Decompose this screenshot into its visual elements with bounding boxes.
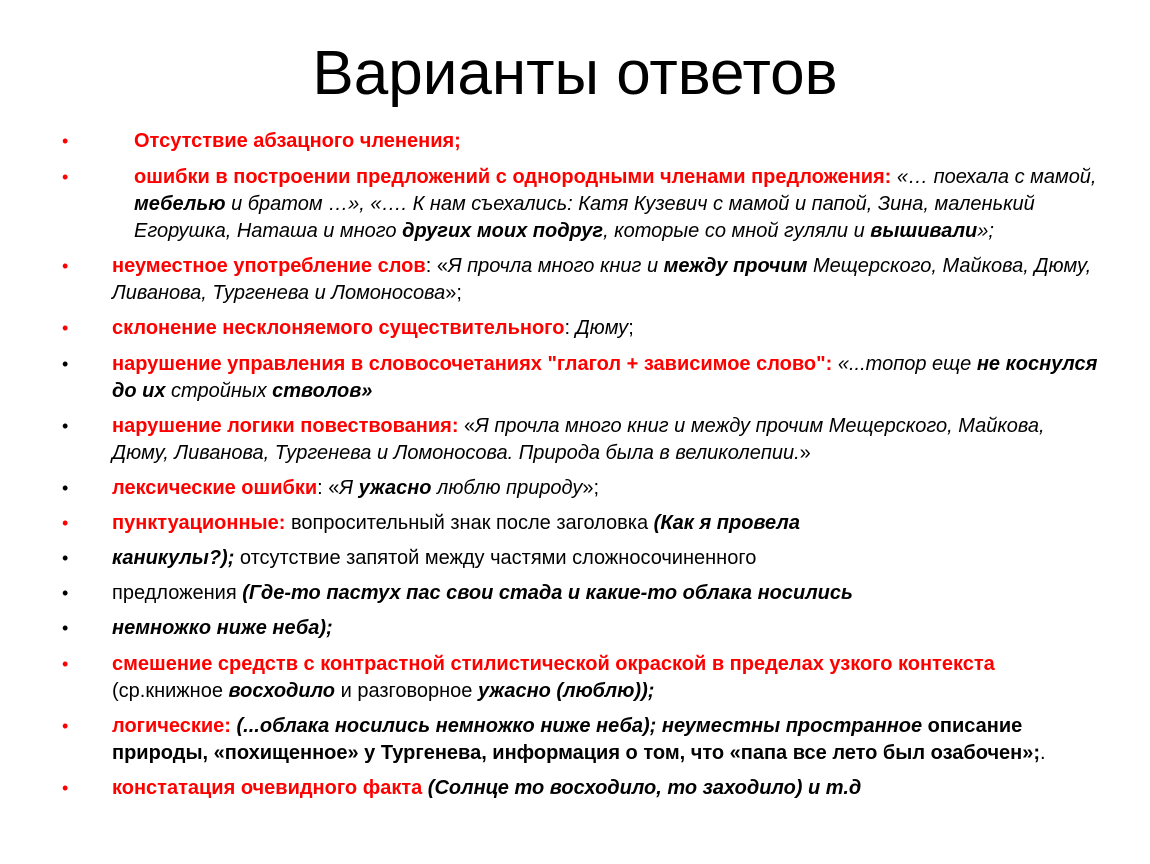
item-text [62, 545, 1102, 572]
item-fragment: вопросительный знак после заголовка [285, 512, 654, 534]
list-item [62, 351, 1102, 405]
item-text [62, 713, 1102, 767]
item-fragment: других моих подруг [402, 220, 604, 242]
bullet-icon: • [62, 618, 69, 638]
item-fragment: отсутствие запятой между частями сложносочиненного [234, 547, 757, 569]
item-label: пунктуационные: [112, 512, 286, 534]
item-fragment: ; [628, 317, 634, 339]
bullet-icon: • [62, 167, 69, 187]
item-fragment: «...топор еще [832, 353, 977, 375]
item-text [62, 651, 1102, 705]
item-fragment: : « [317, 477, 340, 499]
item-fragment: и братом …», «…. К нам съехались: Катя Кузевич с мамой и папой, Зина, маленький Егорушка, Наташа и много [134, 193, 1035, 242]
list-item [62, 615, 1102, 642]
item-fragment: стволов» [272, 380, 373, 402]
item-fragment: описание природы, «похищенное» у Тургенева, информация о том, что «папа все лето был озабочен»; [112, 715, 1041, 764]
item-fragment: люблю природу [431, 477, 583, 499]
item-fragment: и разговорное [335, 680, 478, 702]
item-fragment: »; [977, 220, 994, 242]
item-label: нарушение управления в словосочетаниях "глагол + зависимое слово": [112, 353, 833, 375]
item-text [62, 253, 1102, 307]
bullet-icon: • [62, 778, 69, 798]
list-item [62, 510, 1102, 537]
item-fragment: . [1040, 742, 1046, 764]
bullet-icon: • [62, 256, 69, 276]
item-text [62, 413, 1102, 467]
item-fragment: между прочим [663, 255, 808, 277]
item-label: лексические ошибки [112, 477, 318, 499]
item-label: констатация очевидного факта [112, 777, 423, 799]
item-fragment: стройных [165, 380, 273, 402]
bullet-icon: • [62, 548, 69, 568]
list-item [62, 315, 1102, 342]
bullet-icon: • [62, 513, 69, 533]
page-title: Варианты ответов [312, 39, 838, 108]
item-fragment: восходило [228, 680, 336, 702]
bullet-icon: • [62, 318, 69, 338]
item-fragment: (ср.книжное [112, 680, 229, 702]
item-label: ошибки в построении предложений с однородными членами предложения: [134, 166, 892, 188]
bullet-icon: • [62, 131, 69, 151]
list-item [62, 253, 1102, 307]
item-text [62, 128, 1102, 155]
item-fragment: »; [582, 477, 600, 499]
bullet-icon: • [62, 354, 69, 374]
item-fragment: ужасно (люблю)); [477, 680, 655, 702]
item-fragment: « [458, 415, 476, 437]
item-fragment: : « [425, 255, 448, 277]
item-text [62, 580, 1102, 607]
item-text [62, 351, 1102, 405]
list-item [62, 651, 1102, 705]
item-label: логические: [112, 715, 231, 737]
item-text [62, 615, 1102, 642]
item-fragment: Я прочла много книг и [447, 255, 664, 277]
list-item [62, 475, 1102, 502]
item-fragment: (Солнце то восходило, то заходило) и т.д [422, 777, 862, 799]
item-fragment: » [799, 442, 811, 464]
item-fragment: : [564, 317, 576, 339]
bullet-icon: • [62, 416, 69, 436]
bullet-icon: • [62, 654, 69, 674]
list-item [62, 580, 1102, 607]
item-fragment: Я [339, 477, 359, 499]
item-fragment: Дюму [575, 317, 629, 339]
item-fragment: »; [445, 282, 462, 304]
item-label: неуместное употребление слов [112, 255, 426, 277]
list-item [62, 713, 1102, 767]
bullet-icon: • [62, 583, 69, 603]
item-label: склонение несклоняемого существительного [112, 317, 565, 339]
item-fragment: вышивали [870, 220, 978, 242]
bullet-icon: • [62, 478, 69, 498]
item-fragment: «… поехала с мамой, [891, 166, 1097, 188]
item-text [62, 315, 1102, 342]
item-fragment: немножко ниже неба); [112, 617, 333, 639]
list-item [62, 413, 1102, 467]
list-item [62, 164, 1102, 245]
item-fragment: ужасно [358, 477, 432, 499]
item-fragment: Мещерского, Майкова, Дюму, Ливанова, Тургенева и Ломоносова [112, 255, 1092, 304]
item-fragment: Я прочла много книг и между прочим Мещерского, Майкова, Дюму, Ливанова, Тургенева и Ломоносова. Природа была в великолепии. [112, 415, 1045, 464]
bullet-icon: • [62, 716, 69, 736]
list-item [62, 128, 1102, 155]
item-text [62, 164, 1102, 245]
item-text [62, 775, 1102, 802]
item-fragment: предложения [112, 582, 243, 604]
item-label: нарушение логики повествования: [112, 415, 459, 437]
item-fragment: (Где-то пастух пас свои стада и какие-то облака носились [242, 582, 853, 604]
item-fragment: (Как я провела [653, 512, 800, 534]
list-item [62, 775, 1102, 802]
item-fragment: , которые со мной гуляли и [603, 220, 871, 242]
item-text [62, 475, 1102, 502]
item-label: смешение средств с контрастной стилистической окраской в пределах узкого контекста [112, 653, 995, 675]
item-fragment: мебелью [134, 193, 226, 215]
answer-list [62, 128, 1102, 802]
item-fragment: каникулы?); [112, 547, 235, 569]
list-item [62, 545, 1102, 572]
item-fragment: (...облака носились немножко ниже неба); неуместны пространное [230, 715, 928, 737]
item-text [62, 510, 1102, 537]
item-fragment: не коснулся до их [112, 353, 1098, 402]
item-label: Отсутствие абзацного членения; [134, 130, 461, 152]
